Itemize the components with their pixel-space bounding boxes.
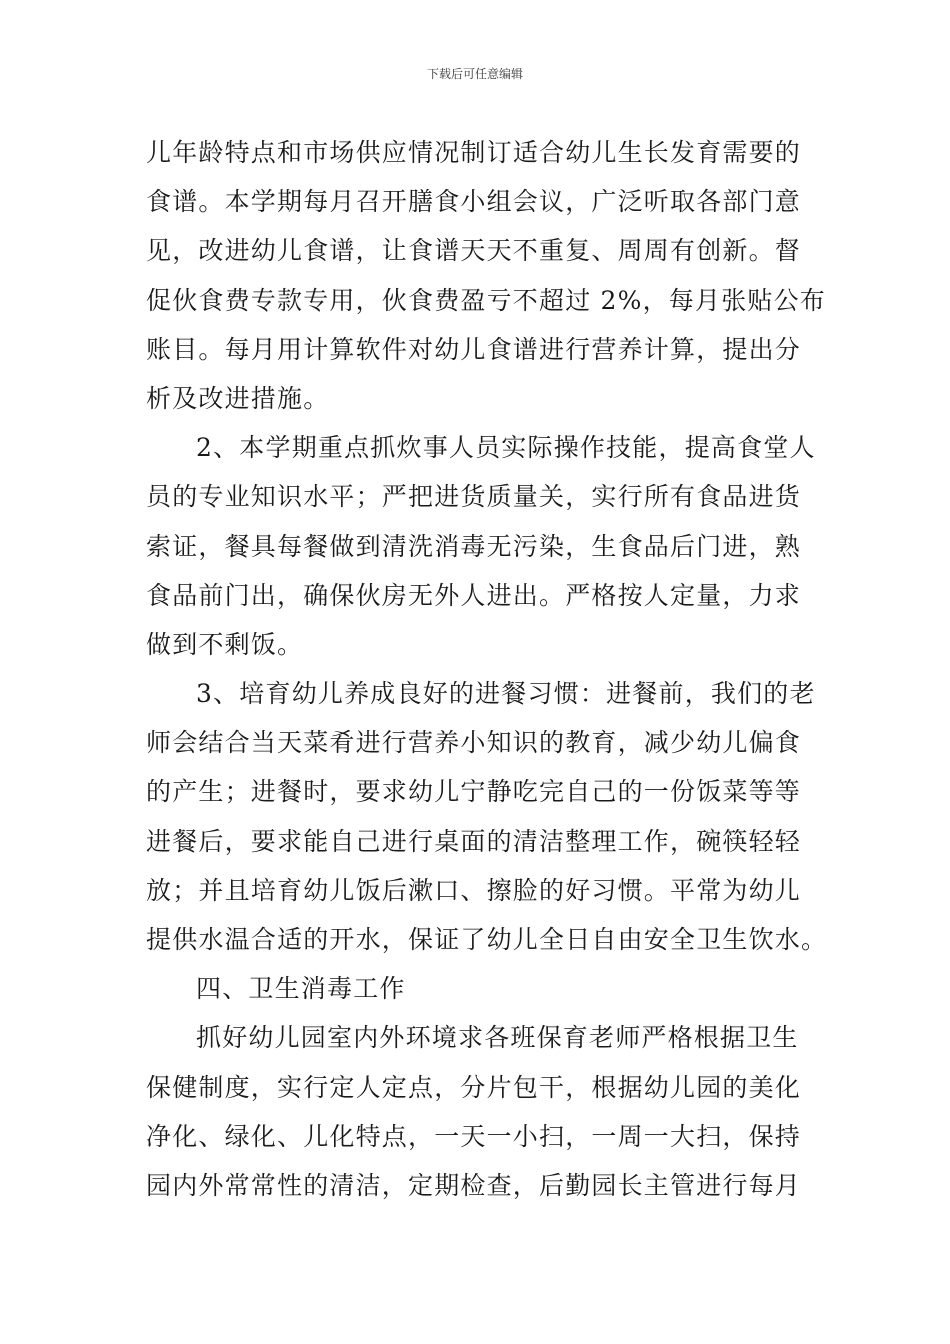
section-heading: 四、卫生消毒工作 xyxy=(196,974,406,1004)
text-line-10: 食品前门出，确保伙房无外人进出。严格按人定量，力求 xyxy=(146,580,802,610)
text-line-8: 员的专业知识水平；严把进货质量关，实行所有食品进货 xyxy=(146,482,802,512)
text-line-14: 的产生；进餐时，要求幼儿宁静吃完自己的一份饭菜等等 xyxy=(146,777,802,807)
document-body xyxy=(146,128,828,1210)
text-line-12: 3、培育幼儿养成良好的进餐习惯：进餐前，我们的老 xyxy=(196,679,816,709)
text-line-11: 做到不剩饭。 xyxy=(146,629,304,659)
text-line-20: 保健制度，实行定人定点，分片包干，根据幼儿园的美化 xyxy=(146,1072,802,1102)
text-line-4: 促伙食费专款专用，伙食费盈亏不超过 2%，每月张贴公布 xyxy=(146,285,827,315)
text-line-3: 见，改进幼儿食谱，让食谱天天不重复、周周有创新。督 xyxy=(146,236,802,266)
text-line-17: 提供水温合适的开水，保证了幼儿全日自由安全卫生饮水。 xyxy=(146,925,828,954)
text-line-21: 净化、绿化、儿化特点，一天一小扫，一周一大扫，保持 xyxy=(146,1121,802,1151)
text-line-22: 园内外常常性的清洁，定期检查，后勤园长主管进行每月 xyxy=(146,1170,802,1200)
text-line-16: 放；并且培育幼儿饭后漱口、擦脸的好习惯。平常为幼儿 xyxy=(146,875,802,905)
text-line-1: 儿年龄特点和市场供应情况制订适合幼儿生长发育需要的 xyxy=(146,138,802,167)
text-line-19: 抓好幼儿园室内外环境求各班保育老师严格根据卫生 xyxy=(196,1023,799,1053)
text-line-13: 师会结合当天菜肴进行营养小知识的教育，减少幼儿偏食 xyxy=(146,728,802,758)
text-line-15: 进餐后，要求能自己进行桌面的清洁整理工作，碗筷轻轻 xyxy=(146,826,802,856)
text-line-6: 析及改进措施。 xyxy=(146,383,330,413)
text-line-5: 账目。每月用计算软件对幼儿食谱进行营养计算，提出分 xyxy=(146,334,802,364)
text-line-9: 索证，餐具每餐做到清洗消毒无污染，生食品后门进，熟 xyxy=(146,531,802,561)
text-line-7: 2、本学期重点抓炊事人员实际操作技能，提高食堂人 xyxy=(196,433,816,463)
text-line-2: 食谱。本学期每月召开膳食小组会议，广泛听取各部门意 xyxy=(146,187,802,217)
page-header: 下载后可任意编辑 xyxy=(426,67,523,81)
